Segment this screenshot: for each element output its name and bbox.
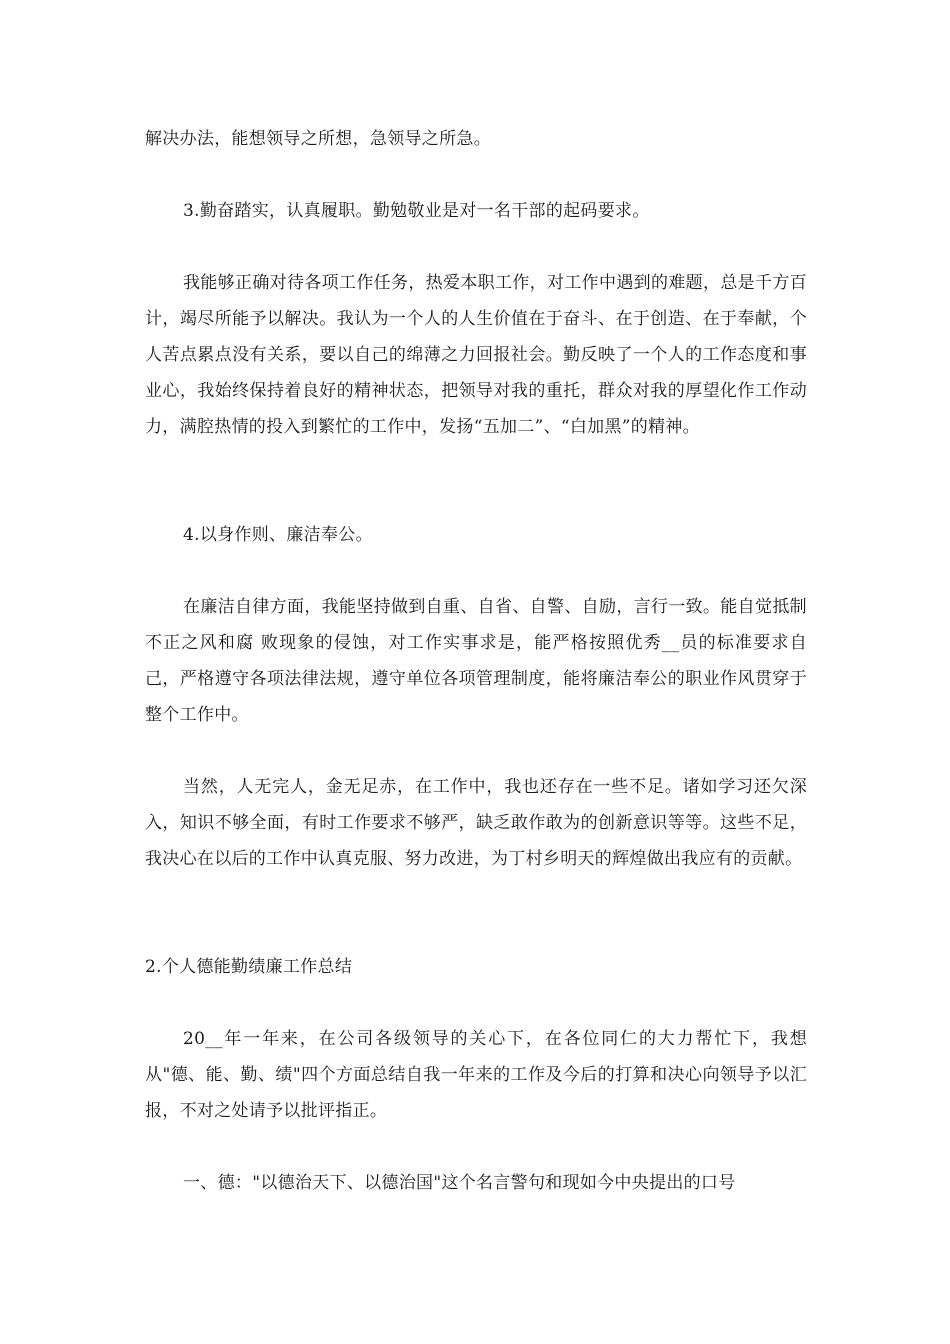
paragraph-continuation: 解决办法，能想领导之所想，急领导之所急。: [145, 129, 491, 149]
paragraph-integrity: 在廉洁自律方面，我能坚持做到自重、自省、自警、自励，言行一致。能自觉抵制不正之风和腐 败现象的侵蚀，对工作实事求是，能严格按照优秀__员的标准要求自己，严格遵守各项法律法规，遵守单位各项管理制度，能将廉洁奉公的职业作风贯穿于整个工作中。: [145, 597, 807, 725]
section-heading-4: 4.以身作则、廉洁奉公。: [183, 525, 373, 545]
paragraph-virtue: 一、德："以德治天下、以德治国"这个名言警句和现如今中央提出的口号: [183, 1173, 736, 1193]
document-subtitle: 2.个人德能勤绩廉工作总结: [145, 957, 353, 977]
paragraph-shortcomings: 当然，人无完人，金无足赤，在工作中，我也还存在一些不足。诸如学习还欠深入，知识不够全面，有时工作要求不够严，缺乏敢作敢为的创新意识等等。这些不足，我决心在以后的工作中认真克服、努力改进，为丁村乡明天的辉煌做出我应有的贡献。: [145, 777, 807, 869]
section-heading-3: 3.勤奋踏实，认真履职。勤勉敬业是对一名干部的起码要求。: [183, 201, 650, 221]
paragraph-intro: 20__年一年来，在公司各级领导的关心下，在各位同仁的大力帮忙下，我想从"德、能、勤、绩"四个方面总结自我一年来的工作及今后的打算和决心向领导予以汇报，不对之处请予以批评指正。: [145, 1029, 807, 1121]
paragraph-diligence: 我能够正确对待各项工作任务，热爱本职工作，对工作中遇到的难题，总是千方百计，竭尽所能予以解决。我认为一个人的人生价值在于奋斗、在于创造、在于奉献，个人苦点累点没有关系，要以自己的绵薄之力回报社会。勤反映了一个人的工作态度和事业心，我始终保持着良好的精神状态，把领导对我的重托，群众对我的厚望化作工作动力，满腔热情的投入到繁忙的工作中，发扬“五加二”、“白加黑”的精神。: [145, 273, 807, 437]
